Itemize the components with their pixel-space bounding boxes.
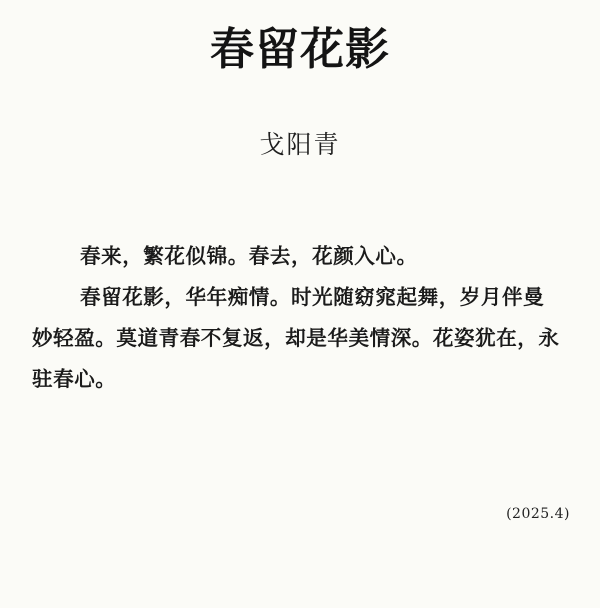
- poem-paragraph-2: 春留花影，华年痴情。时光随窈窕起舞，岁月伴曼妙轻盈。莫道青春不复返，却是华美情深。花姿犹在，永驻春心。: [32, 285, 560, 391]
- poem-title: 春留花影: [210, 24, 390, 75]
- poem-paragraph-1: 春来，繁花似锦。春去，花颜入心。: [80, 244, 418, 268]
- poem-body: [32, 236, 564, 400]
- poem-author: 戈阳青: [259, 130, 341, 159]
- poem-date: (2025.4): [506, 506, 570, 522]
